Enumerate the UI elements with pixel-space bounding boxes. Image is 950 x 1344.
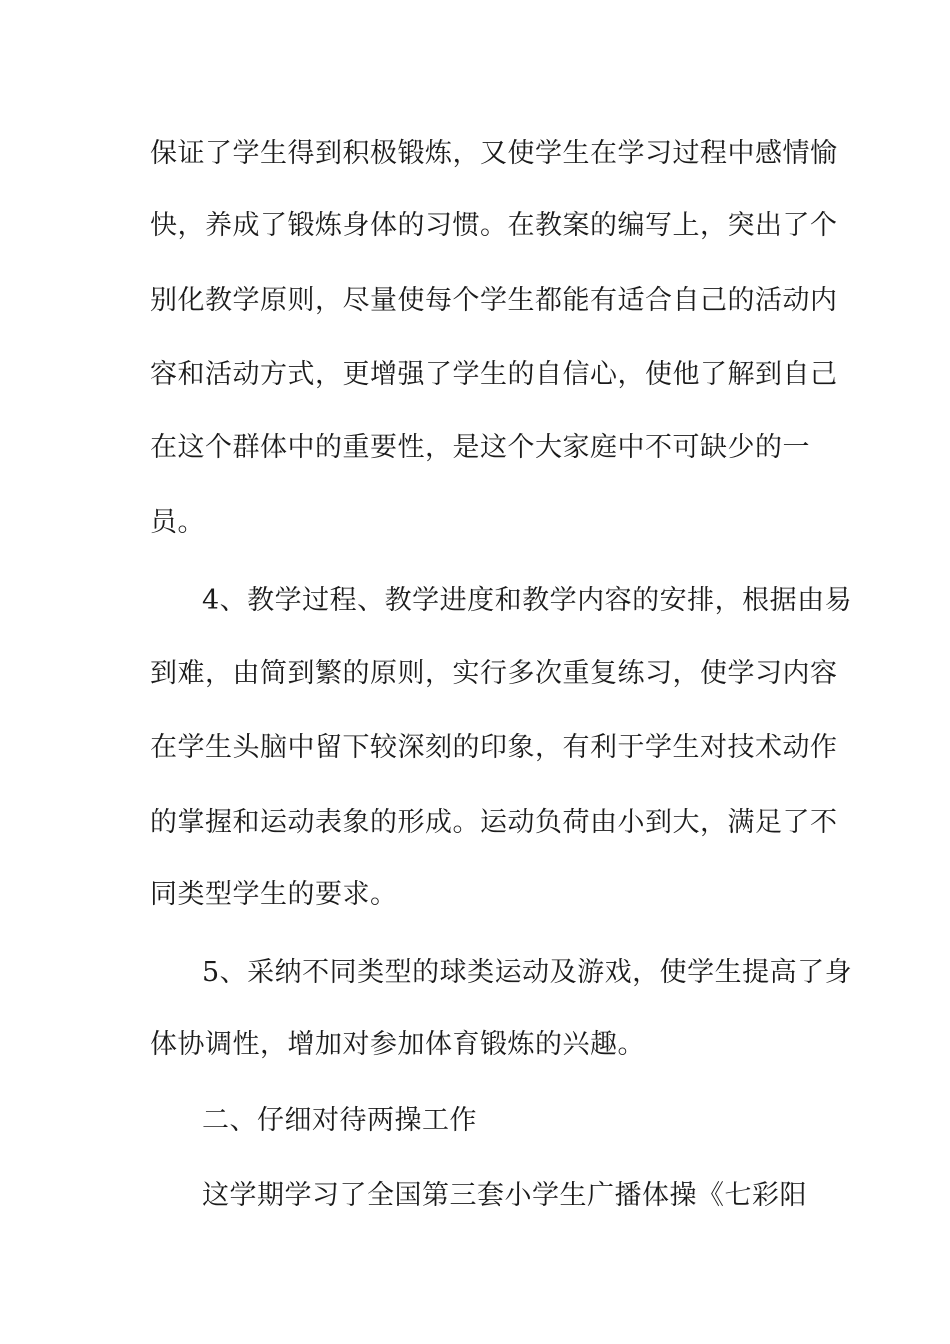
paragraph-line: 快，养成了锻炼身体的习惯。在教案的编写上，突出了个 bbox=[150, 210, 838, 241]
paragraph-line: 员。 bbox=[150, 507, 205, 538]
paragraph-line: 体协调性，增加对参加体育锻炼的兴趣。 bbox=[150, 1029, 645, 1060]
paragraph-line: 别化教学原则，尽量使每个学生都能有适合自己的活动内 bbox=[150, 285, 838, 316]
paragraph-line: 4、教学过程、教学进度和教学内容的安排，根据由易 bbox=[202, 585, 853, 616]
paragraph-line: 同类型学生的要求。 bbox=[150, 879, 398, 910]
paragraph-line: 在这个群体中的重要性，是这个大家庭中不可缺少的一 bbox=[150, 432, 810, 463]
paragraph-line: 在学生头脑中留下较深刻的印象，有利于学生对技术动作 bbox=[150, 732, 838, 763]
paragraph-line: 这学期学习了全国第三套小学生广播体操《七彩阳 bbox=[202, 1180, 807, 1211]
paragraph-line: 的掌握和运动表象的形成。运动负荷由小到大，满足了不 bbox=[150, 807, 838, 838]
paragraph-line: 5、采纳不同类型的球类运动及游戏，使学生提高了身 bbox=[202, 957, 853, 988]
section-heading: 二、仔细对待两操工作 bbox=[202, 1105, 477, 1136]
paragraph-line: 容和活动方式，更增强了学生的自信心，使他了解到自己 bbox=[150, 359, 838, 390]
paragraph-line: 到难，由简到繁的原则，实行多次重复练习，使学习内容 bbox=[150, 658, 838, 689]
paragraph-line: 保证了学生得到积极锻炼，又使学生在学习过程中感情愉 bbox=[150, 138, 838, 169]
